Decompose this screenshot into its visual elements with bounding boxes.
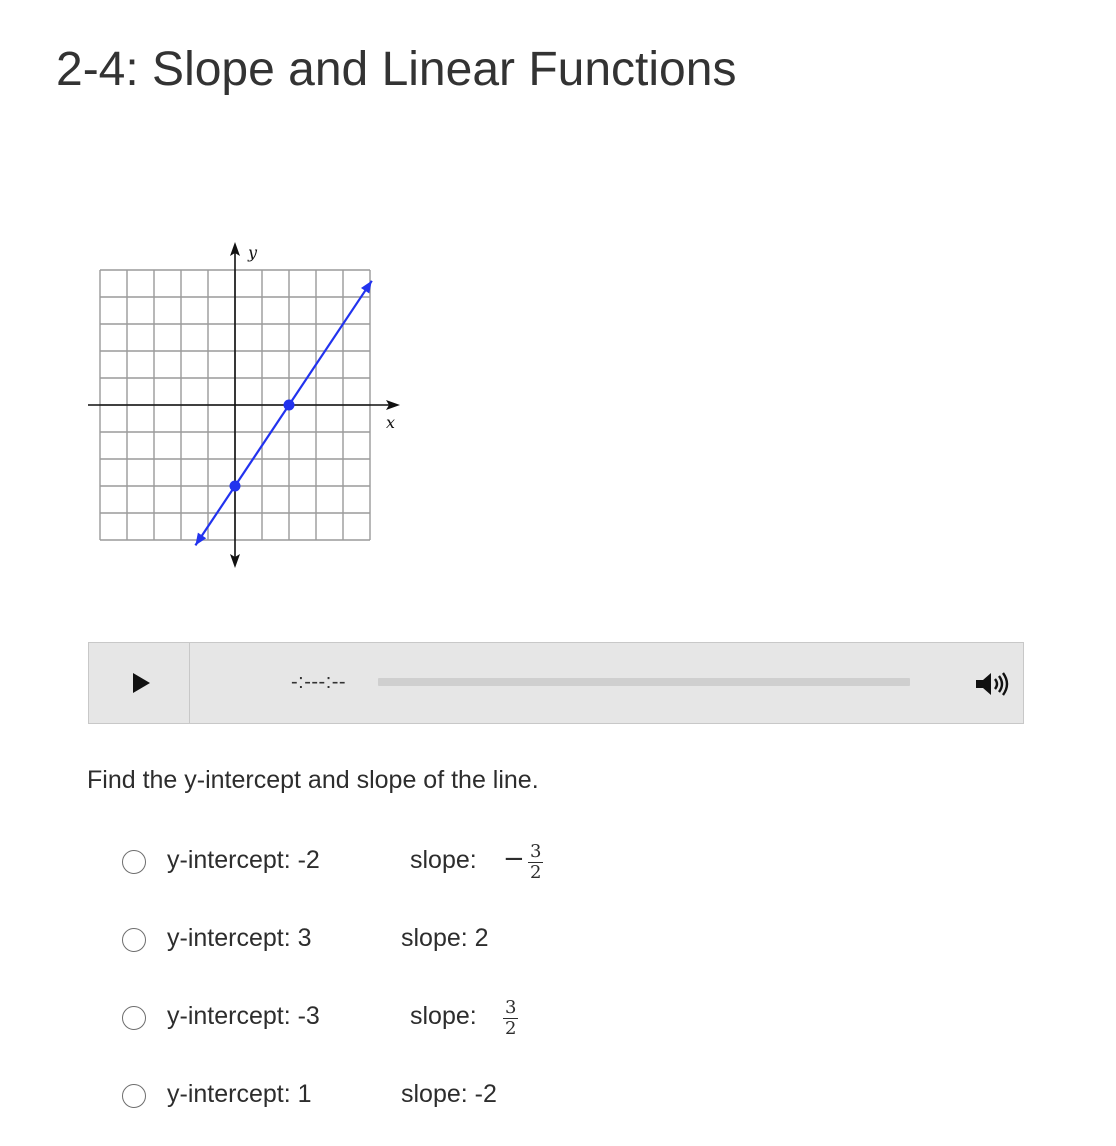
line-point [230, 481, 241, 492]
question-prompt: Find the y-intercept and slope of the line. [87, 766, 539, 794]
line-segment [195, 281, 371, 546]
time-display: -:---:-- [291, 671, 347, 693]
radio-button[interactable] [122, 1084, 146, 1108]
answer-option-3[interactable] [122, 998, 542, 1038]
line-point [284, 400, 295, 411]
seek-bar[interactable] [378, 678, 910, 686]
option-slope-label: slope: -2 [401, 1080, 497, 1108]
option-intercept: y-intercept: 1 [167, 1080, 312, 1108]
option-slope-label: slope: 2 [401, 924, 489, 952]
option-intercept: y-intercept: -2 [167, 846, 320, 874]
option-slope-label: slope: [410, 846, 477, 874]
line-arrow-start [195, 533, 206, 546]
plotted-line [195, 281, 371, 546]
radio-button[interactable] [122, 1006, 146, 1030]
graph-axes [88, 242, 400, 568]
slope-fraction: $\frac{3}{2}$ [530, 841, 542, 883]
volume-icon[interactable] [973, 669, 1013, 699]
answer-option-4[interactable] [122, 1076, 542, 1116]
play-button[interactable] [89, 643, 190, 723]
y-axis-label: y [248, 243, 258, 262]
audio-player [88, 642, 1024, 724]
coordinate-graph [86, 240, 406, 570]
option-slope-label: slope: [410, 1002, 477, 1030]
slope-fraction: $\frac{3}{2}$ [505, 997, 517, 1039]
option-intercept: y-intercept: -3 [167, 1002, 320, 1030]
page-title: 2-4: Slope and Linear Functions [56, 43, 737, 96]
play-icon [133, 673, 150, 693]
answer-option-2[interactable] [122, 920, 522, 960]
radio-button[interactable] [122, 928, 146, 952]
option-intercept: y-intercept: 3 [167, 924, 312, 952]
x-axis-label: x [386, 413, 396, 432]
slope-minus-sign: − [503, 844, 525, 874]
radio-button[interactable] [122, 850, 146, 874]
answer-option-1[interactable] [122, 842, 562, 882]
